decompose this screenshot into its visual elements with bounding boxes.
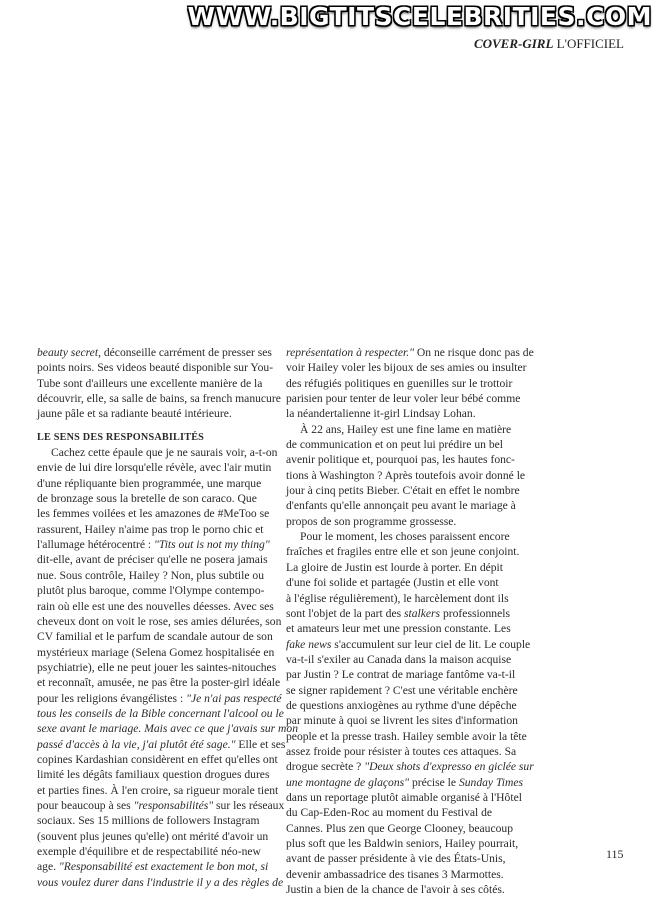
text-run: Justin a bien de la chance de l'avoir à ses côtés. [286,883,505,897]
left-column [37,345,299,890]
text-run: par minute à quoi se livrent les sites d'information [286,714,518,728]
text-run: exemple d'équilibre et de respectabilité néo-new [37,845,261,858]
text-run: jour à cinq petits Bieber. C'était en effet le nombre [286,484,520,498]
text-line [286,713,520,728]
text-run: plutôt plus baroque, comme l'Olympe contempo- [37,584,265,598]
italic-text: représentation à respecter." [286,346,414,359]
text-run: et parties fines. À l'en croire, sa rigueur morale tient [37,783,279,797]
text-run: des réfugiés politiques en guenilles sur le trottoir [286,376,513,390]
watermark-text: WWW.BIGTITSCELEBRITIES.COM [187,2,652,31]
text-line [286,851,520,866]
text-run: mystérieux mariage (Selena Gomez hospitalisée en [37,645,275,659]
text-line [286,744,520,759]
text-run: cheveux dont on voit le rose, ses amies délurées, son [37,614,282,628]
text-run: (souvent plus jeunes qu'elle) ont mérité d'avoir un [37,829,269,843]
paragraph [286,422,526,529]
text-line [37,767,269,782]
text-run: professionnels [440,606,510,620]
text-run: envie de lui dire lorsqu'elle révèle, avec l'air mutin [37,461,272,475]
text-run: et reconnaît, amusée, ne pas être la poster-girl idéale [37,676,281,690]
text-line [37,675,281,690]
text-run: se signer rapidement ? C'est une véritable enchère [286,683,518,697]
text-line [37,583,269,598]
text-line [37,721,299,736]
text-line [286,805,520,820]
italic-text: stalkers [404,606,441,620]
text-run: fraîches et fragiles entre elle et son jeune conjoint. [286,545,520,559]
text-line [286,821,520,836]
text-run: sociaux. Ses 15 millions de followers Instagram [37,814,260,828]
right-column [286,345,534,897]
text-run: découvrir, elle, sa salle de bains, sa french manucure [37,392,281,406]
text-line [286,575,520,590]
page-number: 115 [606,847,624,861]
text-line [37,813,269,828]
italic-text: "Tits out is not my thing" [154,538,270,552]
italic-text: fake news [286,637,332,651]
italic-text: une montagne de glaçons" [286,775,410,789]
text-line [286,652,520,667]
text-line [37,376,269,391]
text-run: propos de son programme grossesse. [286,514,457,528]
italic-text: sexe avant le mariage. Mais avec ce que j'avais sur mon [37,722,299,736]
text-line [37,391,281,406]
text-line [37,614,282,629]
text-run: avant de passer présidente à vie des États-Unis, [286,852,506,866]
text-line [286,560,520,575]
paragraph [286,345,534,422]
text-run: à l'église régulièrement), le harcèlement dont ils [286,591,509,605]
text-line [37,859,269,874]
text-run: Elle et ses [235,737,286,751]
text-run: d'une foi solide et partagée (Justin et elle vont [286,576,499,590]
italic-text: "Je n'ai pas respecté [186,691,282,705]
text-line [37,460,272,475]
paragraph [37,345,281,422]
text-line [286,468,526,483]
text-line [37,737,286,752]
text-run: À 22 ans, Hailey est une fine lame en matière [300,422,512,436]
text-run: avenir politique et, pourquoi pas, les hautes fonc- [286,453,515,467]
text-line [37,406,269,421]
text-line [286,637,531,652]
text-line [286,759,534,774]
text-run: tions à Washington ? Après toutefois avoir donné le [286,468,526,482]
text-line [286,437,520,452]
text-line [286,452,520,467]
text-line [37,491,269,506]
italic-text: "Responsabilité est exactement le bon mot, si [58,860,269,874]
text-run: Pour le moment, les choses paraissent encore [300,530,510,544]
text-line [37,629,273,644]
text-run: d'enfants qu'elle annonçait peu avant le mariage à [286,499,516,513]
text-line [37,844,269,859]
text-run: plus soft que les Baldwin seniors, Hailey pourrait, [286,837,519,850]
italic-text: tous les conseils de la Bible concernant l'alcool ou le [37,706,284,720]
text-line [286,406,520,421]
text-line [37,445,278,460]
italic-text: vous voulez durer dans l'industrie il y a des règles de [37,875,284,889]
text-line [37,783,279,798]
text-run: parisien pour tenter de leur voler leur bébé comme [286,392,521,406]
text-line [37,875,284,890]
text-line [286,606,520,621]
text-line [286,498,520,513]
text-run: et amateurs leur met une pression constante. Les [286,622,511,636]
text-run: voir Hailey voler les bijoux de ses amies ou insulter [286,361,527,375]
text-line [286,836,520,851]
text-line [37,829,269,844]
text-run: dans un reportage plutôt aimable organisé à l'Hôtel [286,790,522,804]
subheading: LE SENS DES RESPONSABILITÉS [37,431,205,443]
text-run: pour beaucoup à ses [37,798,134,812]
text-line [37,522,269,537]
section-label: COVER-GIRL [473,36,554,51]
text-line [286,775,524,790]
text-run: pour les religions évangélistes : [37,691,187,705]
italic-text: "responsabilités" [133,798,214,812]
italic-text: Sunday Times [458,775,524,789]
text-run: précise le [409,775,459,789]
text-run: psychiatrie), elle ne peut jouer les saintes-nitouches [37,660,277,674]
text-run: de communication et on peut lui prédire un bel [286,438,503,452]
text-line [286,729,527,744]
text-line [286,591,520,606]
text-run: age. [37,860,59,874]
text-run: d'une répliquante bien programmée, une marque [37,476,262,490]
text-line [37,568,269,583]
text-line [37,798,285,813]
text-line [286,867,520,882]
magazine-name: L'OFFICIEL [553,36,624,51]
text-line [37,645,275,660]
paragraph [37,445,299,890]
text-run: copines Kardashian considèrent en effet qu'elles ont [37,752,278,766]
text-line [37,345,272,360]
text-run: devenir ambassadrice des tisanes 3 Marmottes. [286,867,504,881]
italic-text: "Deux shots d'expresso en giclée sur [364,760,534,774]
text-run: l'allumage hétérocentré : [37,538,155,552]
text-run: de questions anxiogènes au rythme d'une dépêche [286,698,517,712]
text-line [286,391,520,406]
italic-text: passé d'accès à la vie, j'ai plutôt été sage." [37,737,236,751]
text-run: nue. Sous contrôle, Hailey ? Non, plus subtile ou [37,568,265,582]
text-line [37,552,269,567]
paragraph [286,529,534,897]
text-line [37,752,278,767]
text-line [37,506,269,521]
text-run: limité les dégâts familiaux question drogues dures [37,768,270,782]
text-run: points noirs. Ses videos beauté disponible sur You- [37,361,274,375]
text-line [37,706,284,721]
text-run: , déconseille carrément de presser ses [98,346,272,359]
text-line [286,790,520,805]
text-line [37,691,282,706]
text-run: La gloire de Justin est lourde à porter. En dépit [286,560,504,574]
text-run: du Cap-Eden-Roc au moment du Festival de [286,806,493,820]
paragraph-gap [37,422,269,430]
text-run: sur les réseaux [213,798,285,812]
text-line [286,544,520,559]
text-line [37,476,269,491]
text-run: rassurent, Hailey n'aime pas trop le porno chic et [37,522,264,536]
text-line [286,514,520,529]
text-run: people et la presse trash. Hailey semble avoir la tête [286,729,527,743]
text-run: Cannes. Plus zen que George Clooney, beaucoup [286,821,513,835]
text-run: de bronzage sous la bretelle de son caraco. Que [37,492,257,506]
text-run: Cachez cette épaule que je ne saurais voir, a-t-on [51,446,278,460]
text-run: la néandertalienne it-girl Lindsay Lohan. [286,407,476,421]
text-run: va-t-il s'exiler au Canada dans la maison acquise [286,652,512,666]
text-run: dit-elle, avant de préciser qu'elle ne posera jamais [37,553,268,567]
text-line [286,360,527,375]
text-run: Tube sont d'ailleurs une excellente manière de la [37,376,263,390]
text-run: s'accumulent sur leur ciel de lit. Le couple [331,637,531,651]
text-run: drogue secrète ? [286,760,365,774]
text-line [37,360,274,375]
text-line [286,422,520,437]
text-run: On ne risque donc pas de [413,346,534,359]
text-line [286,698,520,713]
text-line [286,483,520,498]
text-line [286,376,520,391]
italic-text: beauty secret [37,346,99,359]
text-run: sont l'objet de la part des [286,606,404,620]
text-run: par Justin ? Le contrat de mariage fantôme va-t-il [286,668,516,682]
text-run: assez froide pour résister à toutes ces attaques. Sa [286,744,517,758]
text-line [286,882,520,897]
text-line [37,660,277,675]
text-run: les femmes voilées et les amazones de #MeToo se [37,507,270,521]
text-line [37,599,274,614]
text-line [286,621,520,636]
running-header [474,36,624,52]
text-line [37,537,269,552]
text-run: CV familial et le parfum de scandale autour de son [37,630,273,644]
text-line [286,345,534,360]
text-line [286,683,520,698]
text-line [286,529,520,544]
text-run: rain où elle est une des nouvelles déesses. Avec ses [37,599,274,613]
text-line [286,667,520,682]
text-run: jaune pâle et sa radiante beauté intérieure. [37,407,232,421]
